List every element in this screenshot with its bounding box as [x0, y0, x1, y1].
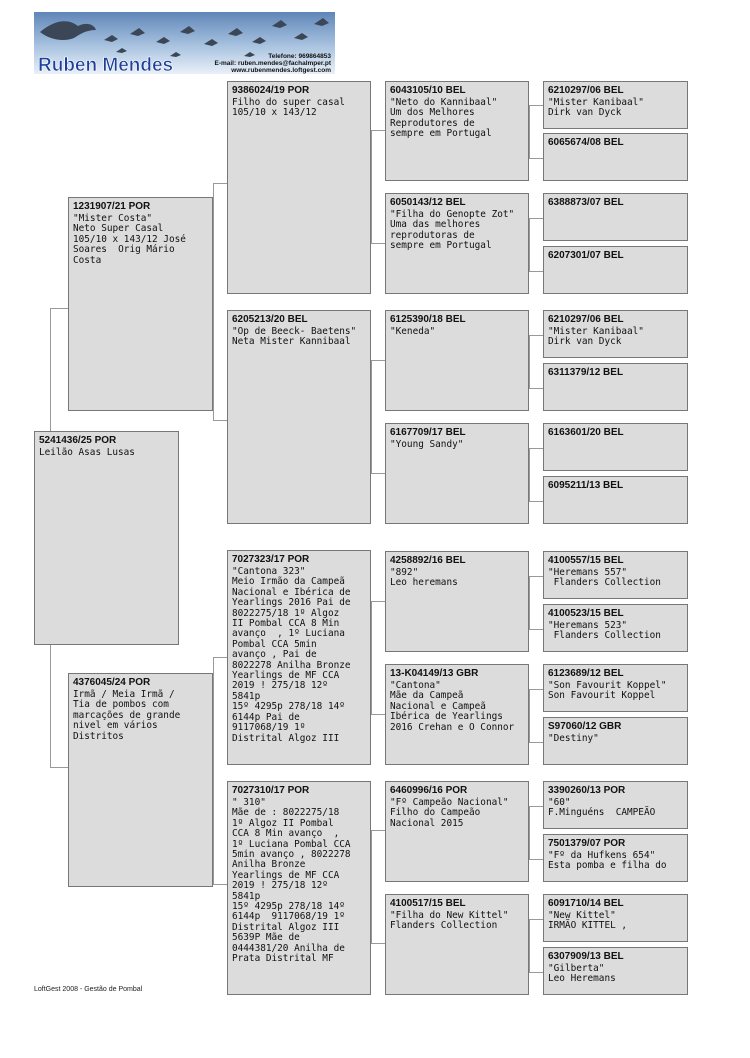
connector — [50, 308, 68, 309]
pigeon-notes: "892" Leo heremans — [390, 567, 458, 589]
connector — [529, 689, 543, 690]
footer-text: LoftGest 2008 - Gestão de Pombal — [34, 986, 143, 993]
pigeon-notes: "Heremans 557" Flanders Collection — [548, 567, 661, 589]
ring-number: 6388873/07 BEL — [548, 197, 624, 208]
pedigree-subject-box — [34, 431, 179, 645]
ring-number: 6460996/16 POR — [390, 785, 468, 796]
banner-graphic — [34, 12, 335, 74]
ring-number: 6205213/20 BEL — [232, 314, 308, 325]
connector — [371, 360, 372, 473]
ring-number: 4100557/15 BEL — [548, 555, 624, 566]
connector — [529, 919, 530, 972]
connector — [371, 360, 385, 361]
pigeon-notes: Irmã / Meia Irmã / Tia de pombos com marcações de grande nivel em vários Distritos — [73, 689, 181, 742]
pigeon-notes — [544, 378, 687, 380]
ring-number: 6311379/12 BEL — [548, 367, 624, 378]
ring-number: 4100523/15 BEL — [548, 608, 624, 619]
connector — [529, 218, 543, 219]
connector — [529, 335, 530, 388]
ring-number: 6210297/06 BEL — [548, 314, 624, 325]
website-text: www.rubenmendes.loftgest.com — [231, 67, 331, 74]
ring-number: 6091710/14 BEL — [548, 898, 624, 909]
pigeon-notes: "New Kittel" IRMÃO KITTEL , — [548, 910, 628, 932]
pedigree-dam-box — [68, 673, 213, 887]
ring-number: 6043105/10 BEL — [390, 85, 466, 96]
ring-number: 6307909/13 BEL — [548, 951, 624, 962]
pigeon-notes: " 310" Mãe de : 8022275/18 1º Algoz II Pombal CCA 8 Min avanço , 1º Luciana Pombal CCA 5min avanço , 8022278 Anilha Bronze Yearlings de MF CCA 2019 ! 275/18 12º 5841p 15º 4295p 278/18 14º 6144p 9117068/19 1º Distrital Algoz III 5639P Mãe de 0444381/20 Anilha de Prata Distrital MF — [232, 797, 351, 965]
pigeon-notes: "Mister Kanibaal" Dirk van Dyck — [548, 326, 644, 348]
pedigree-gen4-box — [385, 664, 529, 765]
pigeon-notes: Leilão Asas Lusas — [39, 447, 135, 458]
pedigree-gen5-box — [543, 81, 688, 129]
connector — [529, 806, 530, 859]
connector — [529, 806, 543, 807]
email-text: E-mail: ruben.mendes@fachalmper.pt — [214, 60, 331, 67]
connector — [371, 130, 372, 243]
pedigree-sire-box — [68, 197, 213, 411]
connector — [529, 158, 543, 159]
ring-number: 3390260/13 POR — [548, 785, 626, 796]
connector — [213, 183, 227, 184]
ring-number: 6050143/12 BEL — [390, 197, 466, 208]
connector — [371, 243, 385, 244]
pedigree-gen5-box — [543, 894, 688, 942]
logo-text: Ruben Mendes — [38, 55, 174, 74]
connector — [371, 714, 385, 715]
ring-number: 6163601/20 BEL — [548, 427, 624, 438]
ring-number: 6167709/17 BEL — [390, 427, 466, 438]
pedigree-gen5-box — [543, 717, 688, 765]
pigeon-notes: "Fº da Hufkens 654" Esta pomba e filha do — [548, 850, 667, 872]
pigeon-notes: "Cantona 323" Meio Irmão da Campeã Nacional e Ibérica de Yearlings 2016 Pai de 8022275/18 1º Algoz II Pombal CCA 8 Min avanço , 1º Luciana Pombal CCA 5min avanço , Pai de 8022278 Anilha Bronze Yearlings de MF CCA 2019 ! 275/18 12º 5841p 15º 4295p 278/18 14º 6144p Pai de 9117068/19 1º Distrital Algoz III — [232, 566, 351, 744]
pedigree-gen5-box — [543, 781, 688, 829]
pigeon-notes: "Young Sandy" — [390, 439, 464, 450]
connector — [529, 271, 543, 272]
ring-number: 6210297/06 BEL — [548, 85, 624, 96]
connector — [371, 473, 385, 474]
connector — [529, 742, 543, 743]
connector — [213, 420, 227, 421]
connector — [371, 130, 385, 131]
pigeon-notes — [544, 491, 687, 493]
header-banner — [34, 12, 335, 74]
pedigree-gen5-box — [543, 476, 688, 524]
ring-number: 6065674/08 BEL — [548, 137, 624, 148]
ring-number: 6207301/07 BEL — [548, 250, 624, 261]
pedigree-gen5-box — [543, 664, 688, 712]
pedigree-gen5-box — [543, 363, 688, 411]
pigeon-notes: "Keneda" — [390, 326, 436, 337]
connector — [529, 218, 530, 271]
pigeon-notes: "Fº Campeão Nacional" Filho do Campeão Nacional 2015 — [390, 797, 509, 829]
ring-number: 1231907/21 POR — [73, 201, 151, 212]
pedigree-gen4-box — [385, 81, 529, 181]
pigeon-notes: "Mister Kanibaal" Dirk van Dyck — [548, 97, 644, 119]
connector — [529, 105, 530, 158]
pigeon-notes: "Destiny" — [548, 733, 599, 744]
pedigree-sire-sire-box — [227, 81, 371, 294]
pedigree-gen4-box — [385, 781, 529, 882]
ring-number: 4258892/16 BEL — [390, 555, 466, 566]
ring-number: 6095211/13 BEL — [548, 480, 624, 491]
pedigree-gen5-box — [543, 310, 688, 358]
connector — [529, 972, 543, 973]
pedigree-gen5-box — [543, 834, 688, 882]
connector — [213, 657, 227, 658]
pedigree-gen5-box — [543, 947, 688, 995]
ring-number: 7501379/07 POR — [548, 838, 626, 849]
connector — [213, 183, 214, 420]
phone-text: Telefone: 969864853 — [268, 53, 331, 60]
connector — [371, 830, 372, 943]
pedigree-gen5-box — [543, 193, 688, 241]
pedigree-gen4-box — [385, 423, 529, 524]
pigeon-notes — [544, 148, 687, 150]
pigeon-notes — [544, 438, 687, 440]
pigeon-notes: "Filha do Genopte Zot" Uma das melhores reprodutoras de sempre em Portugal — [390, 209, 515, 252]
pigeon-notes: "60" F.Minguéns CAMPEÃO — [548, 797, 656, 819]
pigeon-notes: "Filha do New Kittel" Flanders Collection — [390, 910, 509, 932]
connector — [371, 830, 385, 831]
connector — [50, 767, 68, 768]
connector — [529, 105, 543, 106]
connector — [371, 601, 385, 602]
connector — [529, 388, 543, 389]
pigeon-notes: Filho do super casal 105/10 x 143/12 — [232, 97, 345, 119]
pedigree-dam-dam-box — [227, 781, 371, 995]
pedigree-gen4-box — [385, 894, 529, 995]
ring-number: 6123689/12 BEL — [548, 668, 624, 679]
connector — [529, 919, 543, 920]
pedigree-gen4-box — [385, 551, 529, 652]
pedigree-gen5-box — [543, 551, 688, 599]
pedigree-sire-dam-box — [227, 310, 371, 524]
connector — [371, 943, 385, 944]
ring-number: 4100517/15 BEL — [390, 898, 466, 909]
ring-number: 9386024/19 POR — [232, 85, 310, 96]
pigeon-notes: "Op de Beeck- Baetens" Neta Mister Kannibaal — [232, 326, 357, 348]
connector — [529, 501, 543, 502]
ring-number: 7027310/17 POR — [232, 785, 310, 796]
connector — [213, 657, 214, 884]
connector — [529, 629, 543, 630]
pedigree-gen5-box — [543, 246, 688, 294]
ring-number: 5241436/25 POR — [39, 435, 117, 446]
pedigree-gen4-box — [385, 193, 529, 294]
connector — [529, 335, 543, 336]
pedigree-gen5-box — [543, 604, 688, 652]
ring-number: 4376045/24 POR — [73, 677, 151, 688]
pigeon-notes: "Cantona" Mãe da Campeã Nacional e Campeã Ibérica de Yearlings 2016 Crehan e O Connor — [390, 680, 515, 733]
pedigree-dam-sire-box — [227, 550, 371, 765]
pigeon-notes: "Neto do Kannibaal" Um dos Melhores Reprodutores de sempre em Portugal — [390, 97, 498, 140]
pigeon-notes: "Gilberta" Leo Heremans — [548, 963, 616, 985]
connector — [529, 576, 530, 629]
pigeon-notes — [544, 261, 687, 263]
connector — [529, 448, 530, 501]
ring-number: S97060/12 GBR — [548, 721, 622, 732]
connector — [529, 859, 543, 860]
ring-number: 7027323/17 POR — [232, 554, 310, 565]
pigeon-notes: "Heremans 523" Flanders Collection — [548, 620, 661, 642]
pigeon-notes — [544, 208, 687, 210]
pigeon-notes: "Mister Costa" Neto Super Casal 105/10 x 143/12 José Soares Orig Mário Costa — [73, 213, 186, 266]
connector — [529, 576, 543, 577]
pedigree-gen5-box — [543, 423, 688, 471]
ring-number: 6125390/18 BEL — [390, 314, 466, 325]
connector — [371, 601, 372, 714]
ring-number: 13-K04149/13 GBR — [390, 668, 479, 679]
pigeon-notes: "Son Favourit Koppel" Son Favourit Koppel — [548, 680, 667, 702]
connector — [529, 448, 543, 449]
connector — [213, 884, 227, 885]
pedigree-gen5-box — [543, 133, 688, 181]
pedigree-gen4-box — [385, 310, 529, 411]
connector — [529, 689, 530, 742]
